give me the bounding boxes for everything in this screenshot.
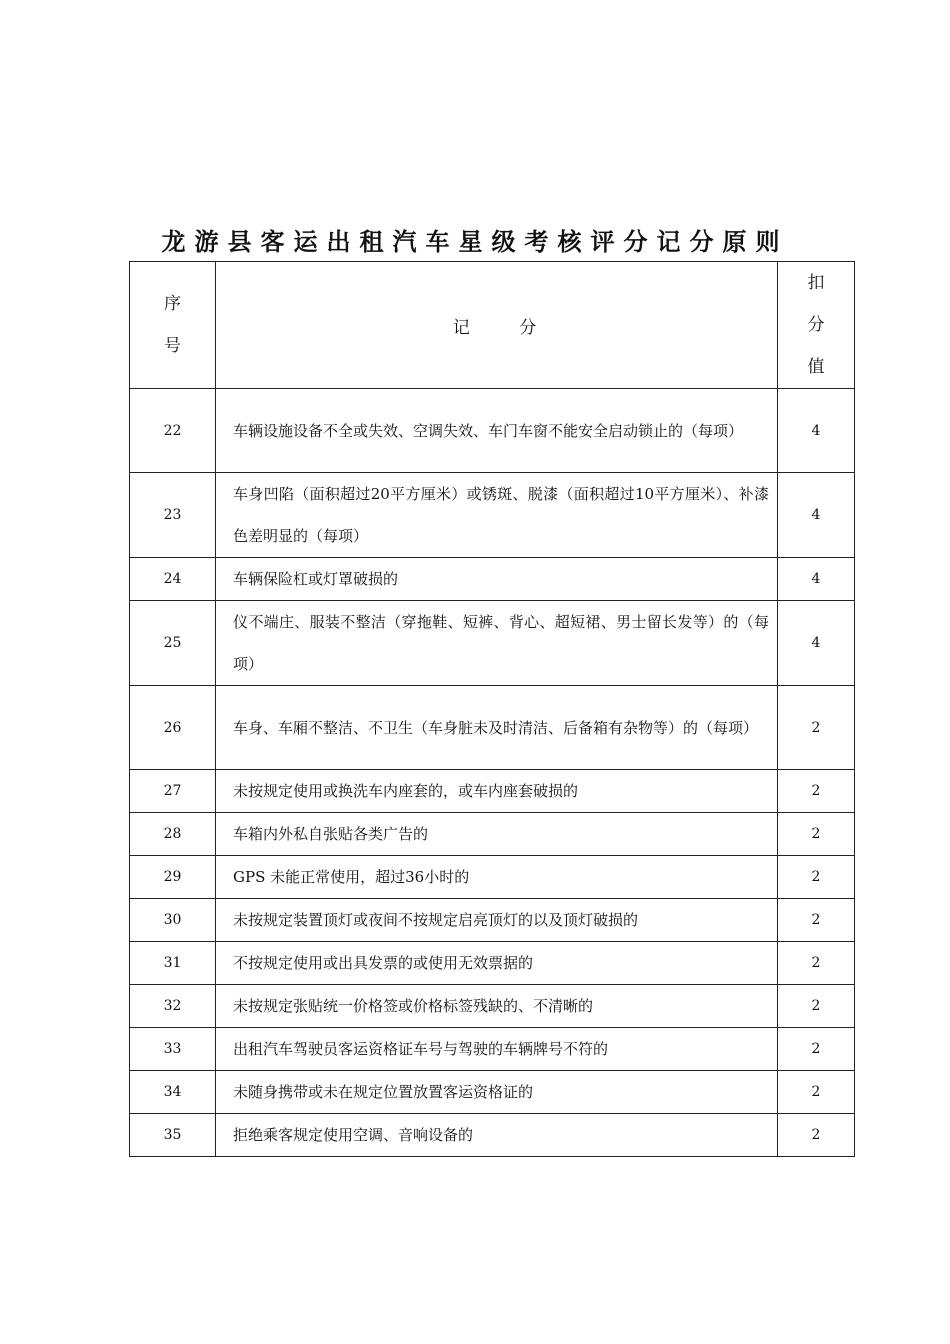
row-text: 不按规定使用或出具发票的或使用无效票据的 (216, 942, 778, 985)
row-number: 27 (130, 770, 216, 813)
table-row (130, 473, 855, 558)
row-number: 28 (130, 813, 216, 856)
table-row (130, 686, 855, 770)
table-row (130, 899, 855, 942)
table-header-row (130, 262, 855, 389)
header-deduct (778, 262, 855, 389)
row-text: GPS 未能正常使用，超过36小时的 (216, 856, 778, 899)
row-value: 2 (778, 899, 855, 942)
page-title: 龙游县客运出租汽车星级考核评分记分原则 (161, 228, 789, 256)
row-value: 2 (778, 1028, 855, 1071)
row-number: 22 (130, 389, 216, 473)
table-row (130, 813, 855, 856)
row-text: 未随身携带或未在规定位置放置客运资格证的 (216, 1071, 778, 1114)
row-number: 30 (130, 899, 216, 942)
table-row (130, 856, 855, 899)
row-value: 4 (778, 601, 855, 686)
header-deduct-char: 扣 (807, 273, 825, 293)
row-text: 拒绝乘客规定使用空调、音响设备的 (216, 1114, 778, 1157)
row-value: 2 (778, 1114, 855, 1157)
row-value: 2 (778, 813, 855, 856)
row-number: 29 (130, 856, 216, 899)
row-number: 26 (130, 686, 216, 770)
table-row (130, 558, 855, 601)
row-number: 25 (130, 601, 216, 686)
row-number: 32 (130, 985, 216, 1028)
row-number: 33 (130, 1028, 216, 1071)
row-value: 2 (778, 856, 855, 899)
header-deduct-char: 分 (807, 315, 825, 335)
row-text: 车辆设施设备不全或失效、空调失效、车门车窗不能安全启动锁止的（每项） (216, 389, 778, 473)
row-text: 未按规定使用或换洗车内座套的，或车内座套破损的 (216, 770, 778, 813)
header-deduct-char: 值 (807, 357, 825, 377)
row-text: 车辆保险杠或灯罩破损的 (216, 558, 778, 601)
table-row (130, 942, 855, 985)
row-value: 4 (778, 558, 855, 601)
row-text: 仪不端庄、服装不整洁（穿拖鞋、短裤、背心、超短裙、男士留长发等）的（每项） (216, 601, 778, 686)
row-text: 车箱内外私自张贴各类广告的 (216, 813, 778, 856)
row-value: 4 (778, 473, 855, 558)
row-text: 车身、车厢不整洁、不卫生（车身脏未及时清洁、后备箱有杂物等）的（每项） (216, 686, 778, 770)
row-value: 2 (778, 1071, 855, 1114)
row-text: 车身凹陷（面积超过20平方厘米）或锈斑、脱漆（面积超过10平方厘米）、补漆色差明显的（每项） (216, 473, 778, 558)
row-number: 35 (130, 1114, 216, 1157)
table-row (130, 770, 855, 813)
row-number: 23 (130, 473, 216, 558)
row-value: 2 (778, 942, 855, 985)
row-text: 未按规定张贴统一价格签或价格标签残缺的、不清晰的 (216, 985, 778, 1028)
row-value: 2 (778, 985, 855, 1028)
row-number: 24 (130, 558, 216, 601)
header-record: 记 分 (216, 262, 778, 389)
row-value: 2 (778, 770, 855, 813)
table-row (130, 1114, 855, 1157)
scoring-table (129, 261, 855, 1157)
row-value: 2 (778, 686, 855, 770)
row-text: 未按规定装置顶灯或夜间不按规定启亮顶灯的以及顶灯破损的 (216, 899, 778, 942)
row-text: 出租汽车驾驶员客运资格证车号与驾驶的车辆牌号不符的 (216, 1028, 778, 1071)
row-number: 31 (130, 942, 216, 985)
row-number: 34 (130, 1071, 216, 1114)
header-seq-char: 号 (164, 336, 181, 356)
header-seq-char: 序 (164, 294, 181, 314)
table-row (130, 1071, 855, 1114)
table-row (130, 1028, 855, 1071)
table-row (130, 985, 855, 1028)
header-seq (130, 262, 216, 389)
row-value: 4 (778, 389, 855, 473)
table-row (130, 389, 855, 473)
table-row (130, 601, 855, 686)
